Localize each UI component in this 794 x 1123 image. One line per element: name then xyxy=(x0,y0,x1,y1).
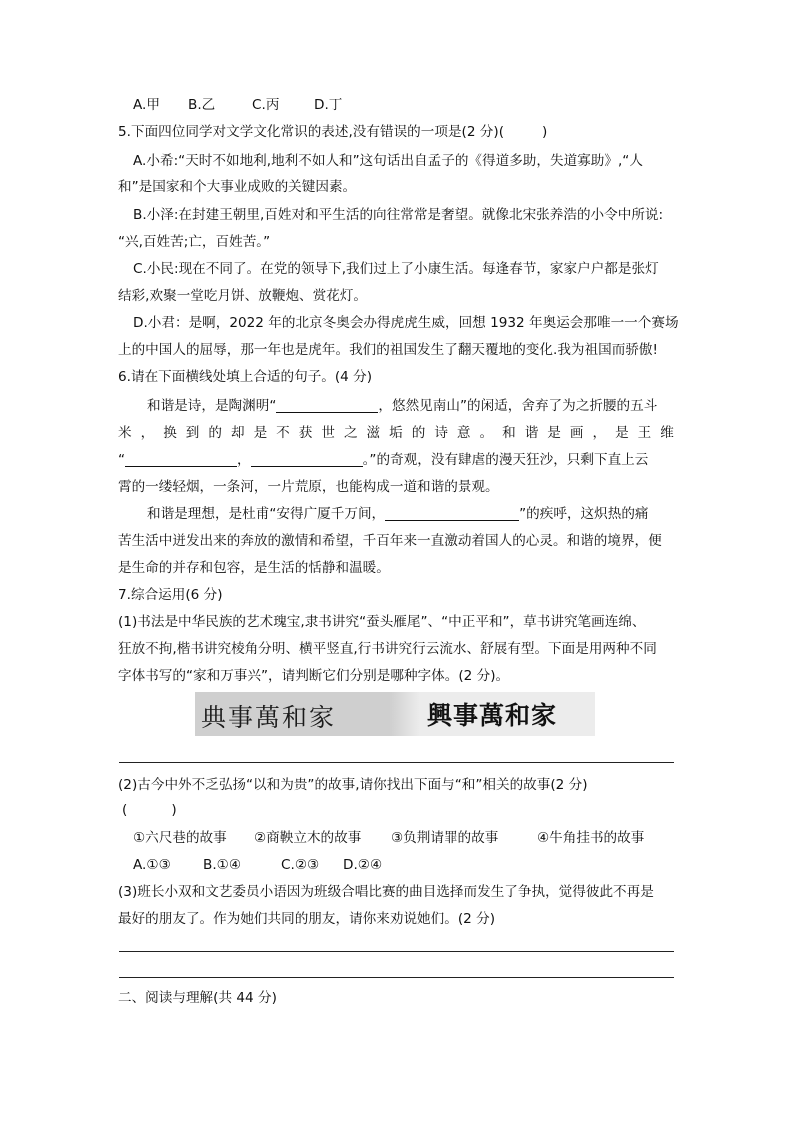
q6-blank-3[interactable] xyxy=(251,452,363,467)
q7-option-c[interactable]: C.②③ xyxy=(281,857,320,873)
q6-char: 王 xyxy=(637,425,652,441)
q6-stem: 6.请在下面横线处填上合适的句子。(4 分) xyxy=(118,369,373,385)
q5-option-b-line1: B.小泽:在封建王朝里,百姓对和平生活的向往常常是奢望。就像北宋张养浩的小令中所说: xyxy=(133,207,664,223)
q5-stem-end: ) xyxy=(542,124,548,140)
q6-char: 获 xyxy=(298,425,313,441)
q6-text: ， xyxy=(237,452,251,468)
q5-option-d-line2: 上的中国人的屈辱，那一年也是虎年。我们的祖国发生了翻天覆地的变化.我为祖国而骄傲! xyxy=(118,342,658,358)
q5-option-a-line2: 和”是国家和个大事业成败的关键因素。 xyxy=(118,179,357,195)
q5-option-d-line1: D.小君：是啊，2022 年的北京冬奥会办得虎虎生威，回想 1932 年奥运会那唯一一个赛场 xyxy=(133,315,679,331)
q4-option-d[interactable]: D.丁 xyxy=(314,97,343,113)
q6-para2-line3: 是生命的并存和包容，是生活的恬静和温暖。 xyxy=(118,560,390,576)
q7-sub1-line2: 狂放不拘,楷书讲究棱角分明、横平竖直,行书讲究行云流水、舒展有型。下面是用两种不同 xyxy=(118,641,657,657)
q6-char: 却 xyxy=(230,425,245,441)
q7-sub3-line2: 最好的朋友了。作为她们共同的朋友，请你来劝说她们。(2 分) xyxy=(118,911,496,927)
q5-stem xyxy=(118,122,547,142)
q6-text: 和谐是诗，是陶渊明“ xyxy=(147,398,277,414)
calligraphy-image xyxy=(195,692,595,736)
q6-para1-line4: 霄的一缕轻烟，一条河，一片荒原，也能构成一道和谐的景观。 xyxy=(118,479,499,495)
q6-text: ，悠然见南山”的闲适，舍弃了为之折腰的五斗 xyxy=(378,398,658,414)
q5-option-a-line1: A.小希:“天时不如地利,地利不如人和”这句话出自孟子的《得道多助，失道寡助》,“人 xyxy=(133,153,643,169)
q5-stem-text: 5.下面四位同学对文学文化常识的表述,没有错误的一项是(2 分)( xyxy=(118,124,505,140)
q7-sub3-line1: (3)班长小双和文艺委员小语因为班级合唱比赛的曲目选择而发生了争执，觉得彼此不再是 xyxy=(118,884,654,900)
answer-line-2[interactable] xyxy=(119,951,674,952)
q6-char: 意 xyxy=(456,425,471,441)
story-2: ②商鞅立木的故事 xyxy=(254,830,362,846)
q7-option-a[interactable]: A.①③ xyxy=(133,857,171,873)
q7-sub2-paren xyxy=(118,800,177,820)
q6-para1-line2 xyxy=(118,423,674,443)
q5-option-c-line2: 结彩,欢聚一堂吃月饼、放鞭炮、赏花灯。 xyxy=(118,288,368,304)
q6-para1-line3 xyxy=(118,450,648,470)
q5-option-b-line2: “兴,百姓苦;亡，百姓苦。” xyxy=(118,234,271,250)
q6-char: 维 xyxy=(660,425,674,441)
q6-char: 是 xyxy=(253,425,268,441)
story-4: ④牛角挂书的故事 xyxy=(537,830,645,846)
q7-paren-open: ( xyxy=(122,802,128,818)
q6-text: “ xyxy=(118,452,126,468)
q4-option-a[interactable]: A.甲 xyxy=(133,97,160,113)
q7-sub2-line1: (2)古今中外不乏弘扬“以和为贵”的故事,请你找出下面与“和”相关的故事(2 分) xyxy=(118,777,588,793)
q6-char: 世 xyxy=(321,425,335,441)
q6-char: 画 xyxy=(569,425,584,441)
q7-sub1-line1: (1)书法是中华民族的艺术瑰宝,隶书讲究“蚕头雁尾”、“中正平和”，草书讲究笔画连绵、 xyxy=(118,614,646,630)
q6-char: 和 xyxy=(502,425,516,441)
q7-sub2-stories xyxy=(133,828,644,848)
q6-para2-line2: 苦生活中迸发出来的奔放的激情和希望，千百年来一直激动着国人的心灵。和谐的境界，便 xyxy=(118,533,662,549)
q6-char: 之 xyxy=(343,425,358,441)
answer-line-1[interactable] xyxy=(119,762,674,763)
answer-line-3[interactable] xyxy=(119,977,674,978)
q6-blank-1[interactable] xyxy=(276,398,378,413)
q6-para2-line1 xyxy=(147,504,649,524)
q7-option-b[interactable]: B.①④ xyxy=(203,857,242,873)
q6-char: 滋 xyxy=(366,425,381,441)
q6-char: 是 xyxy=(547,425,561,441)
q6-text: 。”的奇观，没有肆虐的漫天狂沙，只剩下直上云 xyxy=(362,452,649,468)
q6-char: 垢 xyxy=(389,425,403,441)
q6-blank-4[interactable] xyxy=(385,506,519,521)
q6-text: ”的疾呼，这炽热的痛 xyxy=(519,506,649,522)
q6-char: 是 xyxy=(615,425,629,441)
q4-options xyxy=(133,95,342,115)
q6-char: 不 xyxy=(276,425,290,441)
q7-sub1-line3: 字体书写的“家和万事兴”，请判断它们分别是哪种字体。(2 分)。 xyxy=(118,668,510,684)
q4-option-c[interactable]: C.丙 xyxy=(252,97,280,113)
section-2-heading: 二、阅读与理解(共 44 分) xyxy=(118,990,277,1006)
q6-char: ， xyxy=(140,425,155,441)
q6-text: 和谐是理想，是杜甫“安得广厦千万间， xyxy=(147,506,386,522)
q6-para1-line1 xyxy=(147,396,657,416)
q6-char: 的 xyxy=(411,425,426,441)
calligraphy-sample-2: 興事萬和家 xyxy=(427,701,558,730)
q7-option-d[interactable]: D.②④ xyxy=(343,857,383,873)
story-1: ①六尺巷的故事 xyxy=(133,830,227,846)
q6-char: ， xyxy=(592,425,607,441)
calligraphy-sample-1: 典事萬和家 xyxy=(201,703,337,732)
q6-char: 到 xyxy=(185,425,200,441)
calligraphy-blend xyxy=(390,692,420,736)
story-3: ③负荆请罪的故事 xyxy=(391,830,499,846)
q6-blank-2[interactable] xyxy=(125,452,237,467)
q7-paren-close: ) xyxy=(171,802,177,818)
q7-stem: 7.综合运用(6 分) xyxy=(118,587,223,603)
q6-char: 的 xyxy=(208,425,222,441)
q6-char: 米 xyxy=(118,425,132,441)
q5-option-c-line1: C.小民:现在不同了。在党的领导下,我们过上了小康生活。每逢春节，家家户户都是张灯 xyxy=(133,261,659,277)
q7-sub2-options xyxy=(133,855,382,875)
q6-char: 。 xyxy=(479,425,494,441)
q6-char: 诗 xyxy=(434,425,448,441)
q4-option-b[interactable]: B.乙 xyxy=(188,97,216,113)
q6-char: 谐 xyxy=(524,425,539,441)
q6-char: 换 xyxy=(163,425,177,441)
